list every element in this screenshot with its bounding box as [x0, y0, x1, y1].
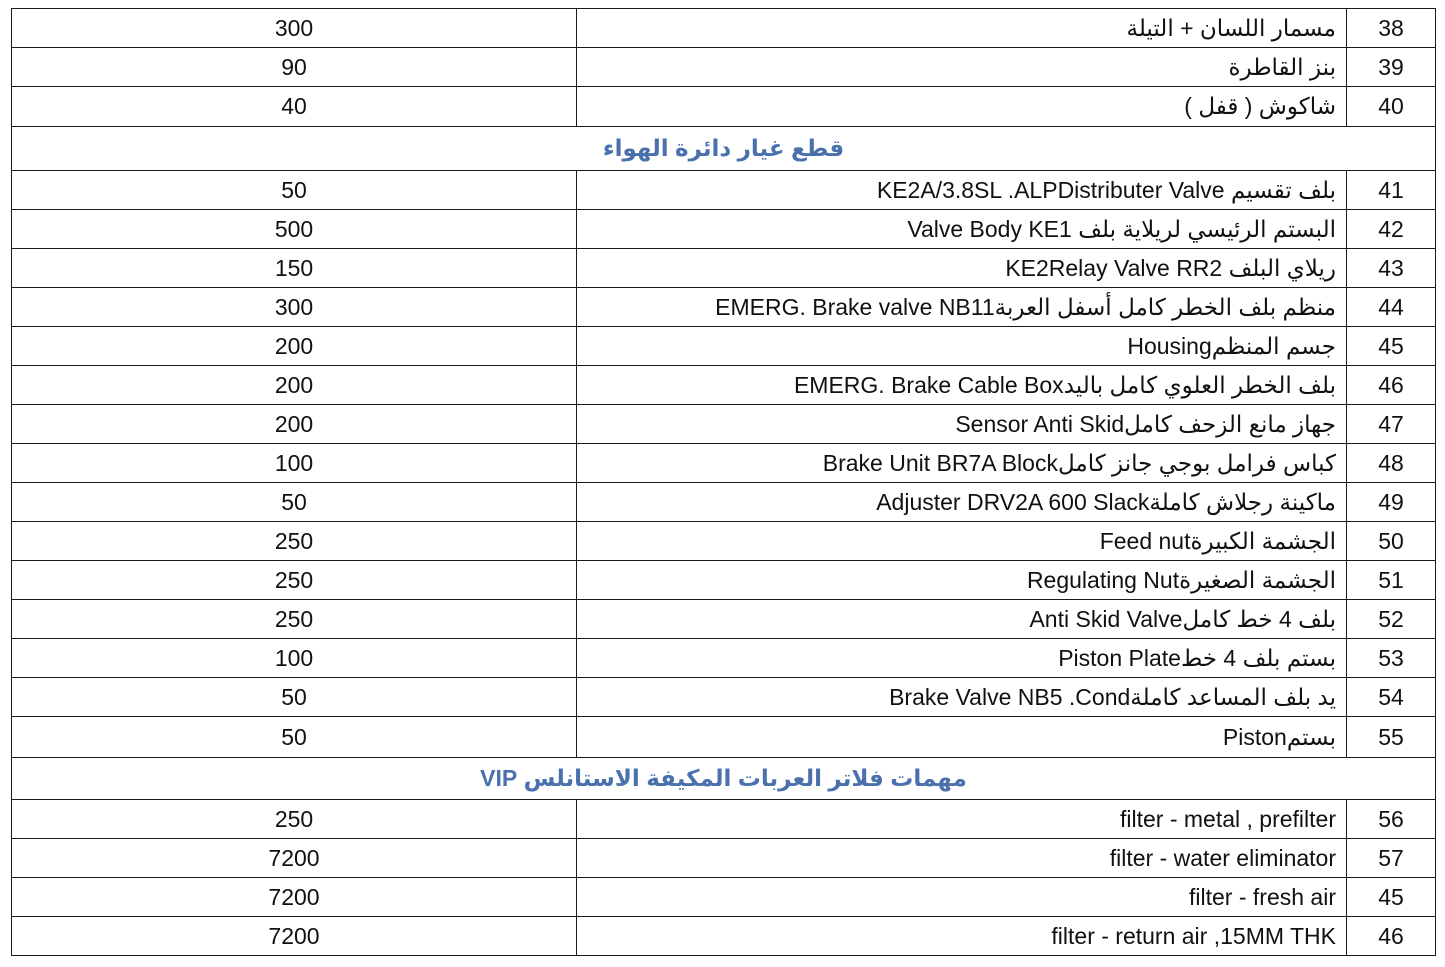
description-cell: يد بلف المساعد كاملةBrake Valve NB5 .Cond [577, 678, 1347, 717]
qty-cell: 250 [12, 561, 577, 600]
item-number-cell: 49 [1347, 483, 1436, 522]
table-row [12, 48, 1436, 87]
qty-cell: 300 [12, 9, 577, 48]
description-cell: شاكوش ( قفل ) [577, 87, 1347, 127]
qty-cell: 7200 [12, 878, 577, 917]
description-cell: filter - return air ,15MM THK [577, 917, 1347, 956]
qty-cell: 200 [12, 366, 577, 405]
description-cell: الجشمة الصغيرةRegulating Nut [577, 561, 1347, 600]
table-row [12, 717, 1436, 758]
table-row [12, 249, 1436, 288]
description-cell: جهاز مانع الزحف كاملSensor Anti Skid [577, 405, 1347, 444]
item-number-cell: 42 [1347, 210, 1436, 249]
description-cell: كباس فرامل بوجي جانز كاملBrake Unit BR7A Block [577, 444, 1347, 483]
table-row [12, 483, 1436, 522]
table-row [12, 678, 1436, 717]
description-cell: الجشمة الكبيرةFeed nut [577, 522, 1347, 561]
item-number-cell: 52 [1347, 600, 1436, 639]
qty-cell: 200 [12, 327, 577, 366]
item-number-cell: 39 [1347, 48, 1436, 87]
section-header-row [12, 758, 1436, 800]
description-cell: بستمPiston [577, 717, 1347, 758]
table-row [12, 878, 1436, 917]
table-row [12, 405, 1436, 444]
description-cell: filter - fresh air [577, 878, 1347, 917]
table-row [12, 800, 1436, 839]
description-cell: filter - water eliminator [577, 839, 1347, 878]
item-number-cell: 46 [1347, 917, 1436, 956]
item-number-cell: 50 [1347, 522, 1436, 561]
description-cell: جسم المنظمHousing [577, 327, 1347, 366]
description-cell: ماكينة رجلاش كاملةAdjuster DRV2A 600 Slack [577, 483, 1347, 522]
item-number-cell: 53 [1347, 639, 1436, 678]
table-row [12, 87, 1436, 127]
item-number-cell: 57 [1347, 839, 1436, 878]
table-row [12, 210, 1436, 249]
item-number-cell: 41 [1347, 171, 1436, 210]
description-cell: بنز القاطرة [577, 48, 1347, 87]
qty-cell: 7200 [12, 917, 577, 956]
section-title: مهمات فلاتر العربات المكيفة الاستانلس VIP [12, 758, 1436, 800]
item-number-cell: 47 [1347, 405, 1436, 444]
item-number-cell: 40 [1347, 87, 1436, 127]
qty-cell: 40 [12, 87, 577, 127]
description-cell: البستم الرئيسي لريلاية بلف Valve Body KE1 [577, 210, 1347, 249]
qty-cell: 50 [12, 717, 577, 758]
item-number-cell: 45 [1347, 878, 1436, 917]
item-number-cell: 45 [1347, 327, 1436, 366]
table-row [12, 561, 1436, 600]
item-number-cell: 44 [1347, 288, 1436, 327]
qty-cell: 250 [12, 522, 577, 561]
qty-cell: 50 [12, 171, 577, 210]
qty-cell: 100 [12, 639, 577, 678]
section-header-row [12, 127, 1436, 171]
description-cell: filter - metal , prefilter [577, 800, 1347, 839]
description-cell: بلف الخطر العلوي كامل باليدEMERG. Brake Cable Box [577, 366, 1347, 405]
table-row [12, 9, 1436, 48]
qty-cell: 50 [12, 678, 577, 717]
qty-cell: 90 [12, 48, 577, 87]
item-number-cell: 56 [1347, 800, 1436, 839]
table-row [12, 639, 1436, 678]
item-number-cell: 43 [1347, 249, 1436, 288]
item-number-cell: 48 [1347, 444, 1436, 483]
qty-cell: 150 [12, 249, 577, 288]
table-row [12, 917, 1436, 956]
qty-cell: 250 [12, 800, 577, 839]
table-row [12, 366, 1436, 405]
section-title: قطع غيار دائرة الهواء [12, 127, 1436, 171]
description-cell: بستم بلف 4 خطPiston Plate [577, 639, 1347, 678]
item-number-cell: 38 [1347, 9, 1436, 48]
qty-cell: 300 [12, 288, 577, 327]
qty-cell: 500 [12, 210, 577, 249]
description-cell: بلف تقسيم KE2A/3.8SL .ALPDistributer Valve [577, 171, 1347, 210]
item-number-cell: 55 [1347, 717, 1436, 758]
item-number-cell: 46 [1347, 366, 1436, 405]
item-number-cell: 51 [1347, 561, 1436, 600]
parts-table [11, 8, 1436, 956]
description-cell: بلف 4 خط كاملAnti Skid Valve [577, 600, 1347, 639]
table-row [12, 522, 1436, 561]
table-row [12, 600, 1436, 639]
table-row [12, 171, 1436, 210]
qty-cell: 250 [12, 600, 577, 639]
table-row [12, 327, 1436, 366]
qty-cell: 7200 [12, 839, 577, 878]
table-row [12, 288, 1436, 327]
qty-cell: 100 [12, 444, 577, 483]
table-row [12, 444, 1436, 483]
item-number-cell: 54 [1347, 678, 1436, 717]
description-cell: ريلاي البلف KE2Relay Valve RR2 [577, 249, 1347, 288]
description-cell: مسمار اللسان + التيلة [577, 9, 1347, 48]
description-cell: منظم بلف الخطر كامل أسفل العربةEMERG. Brake valve NB11 [577, 288, 1347, 327]
qty-cell: 50 [12, 483, 577, 522]
qty-cell: 200 [12, 405, 577, 444]
table-row [12, 839, 1436, 878]
